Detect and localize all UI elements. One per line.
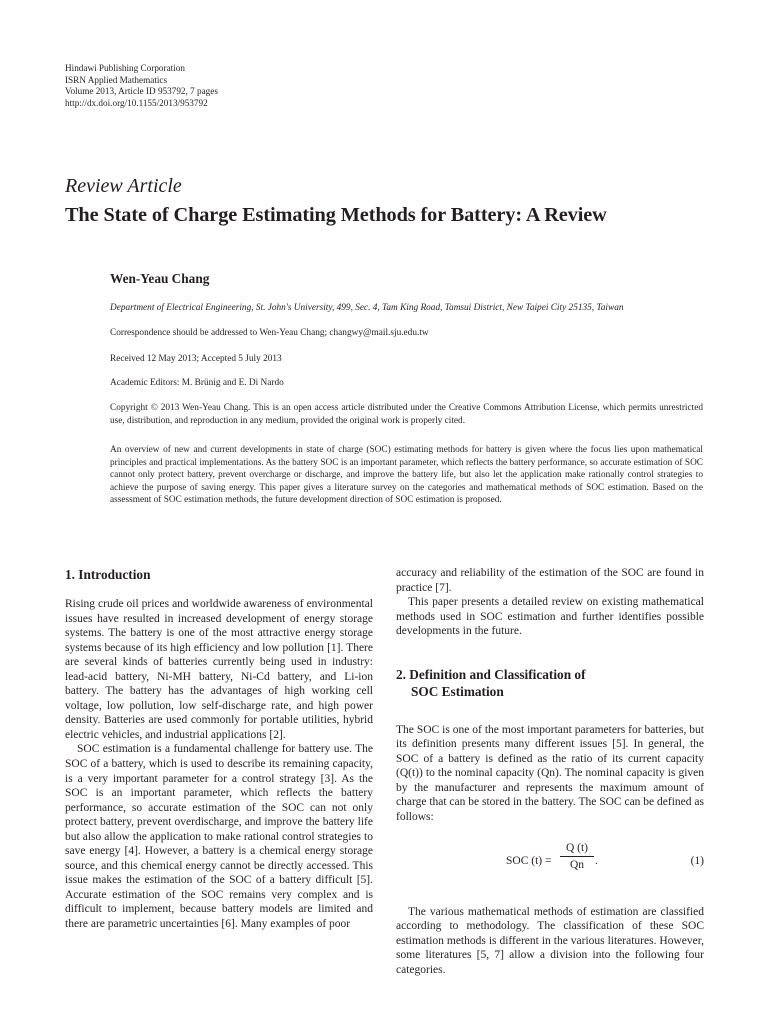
section-heading-line-2: SOC Estimation	[411, 683, 504, 699]
doi-link[interactable]: http://dx.doi.org/10.1155/2013/953792	[65, 97, 208, 108]
equation-period: .	[595, 854, 598, 867]
copyright-notice: Copyright © 2013 Wen-Yeau Chang. This is an open access article distributed under the Creative Commons Attribution License, which permits unrestricted use, distribution, and reproduction in any medium, provided the original work is properly cited.	[110, 403, 703, 426]
article-type: Review Article	[65, 175, 182, 197]
intro-paragraph-1: Rising crude oil prices and worldwide awareness of environmental issues have resulted in increased development of energy storage systems. The battery is one of the most attractive energy storage systems because of its high efficiency and low pollution [1]. There are several kinds of batteries currently being used in industry: lead-acid battery, Ni-MH battery, Ni-Cd battery, and Li-ion battery. The battery has the advantages of high working cell voltage, low pollution, low self-discharge rate, and high power density. Batteries are used commonly for portable utilities, hybrid electric vehicles, and industrial applications [2].	[65, 598, 373, 741]
equation-fraction	[560, 841, 594, 872]
intro-paragraph-2-continued: accuracy and reliability of the estimation of the SOC are found in practice [7].	[396, 567, 704, 594]
fraction-bar	[560, 856, 594, 857]
equation-denominator: Qn	[569, 858, 585, 871]
definition-paragraph-2: The various mathematical methods of estimation are classified according to methodology. The classification of these SOC estimation methods is different in the various literatures. However, some literatures [5, 7] allow a division into the following four categories.	[396, 905, 704, 976]
definition-paragraph-1: The SOC is one of the most important parameters for batteries, but its definition presents many different issues [5]. In general, the SOC of a battery is defined as the ratio of its current capacity (Q(t)) to the nominal capacity (Qn). The nominal capacity is given by the manufacturer and represents the maximum amount of charge that can be stored in the battery. The SOC can be defined as follows:	[396, 723, 704, 824]
volume-info: Volume 2013, Article ID 953792, 7 pages	[65, 86, 218, 97]
academic-editors: Academic Editors: M. Brünig and E. Di Nardo	[110, 378, 284, 388]
abstract: An overview of new and current developments in state of charge (SOC) estimating methods for battery is given where the focus lies upon mathematical principles and practical implementations. As the battery SOC is an important parameter, which reflects the battery performance, so accurate estimation of SOC cannot only protect battery, prevent overcharge or discharge, and improve the battery life, but also let the application make rationally control strategies to achieve the purpose of saving energy. This paper gives a literature survey on the categories and mathematical methods of SOC estimation. Based on the assessment of SOC estimation methods, the future development direction of SOC estimation is proposed.	[110, 445, 703, 506]
left-column	[65, 566, 373, 932]
section-heading-line-1: 2. Definition and Classification of	[396, 666, 586, 682]
journal-header	[65, 63, 218, 109]
equation-lhs: SOC (t) =	[506, 854, 552, 867]
article-title: The State of Charge Estimating Methods for Battery: A Review	[65, 204, 607, 226]
section-heading-definition	[396, 666, 704, 700]
intro-paragraph-3: This paper presents a detailed review on existing mathematical methods used in SOC estimation and further identifies possible developments in the future.	[396, 596, 704, 638]
correspondence: Correspondence should be addressed to Wen-Yeau Chang; changwy@mail.sju.edu.tw	[110, 328, 429, 338]
section-heading-introduction: 1. Introduction	[65, 567, 151, 582]
author-name: Wen-Yeau Chang	[110, 271, 210, 286]
received-dates: Received 12 May 2013; Accepted 5 July 2013	[110, 354, 282, 364]
equation-numerator: Q (t)	[565, 841, 589, 854]
equation-number: (1)	[690, 854, 704, 867]
affiliation: Department of Electrical Engineering, St. John's University, 499, Sec. 4, Tam King Road, Tamsui District, New Taipei City 25135, Taiwan	[110, 303, 624, 313]
publisher-name: Hindawi Publishing Corporation	[65, 63, 185, 73]
equation-1	[396, 841, 704, 881]
intro-paragraph-2: SOC estimation is a fundamental challenge for battery use. The SOC of a battery, which is used to describe its remaining capacity, is a very important parameter for a control strategy [3]. As the SOC is an important parameter, which reflects the battery performance, so accurate estimation of the SOC can not only protect battery, prevent overdischarge, and improve the battery life but also allow the application to make rational control strategies to save energy [4]. However, a battery is a chemical energy storage source, and this chemical energy cannot be directly accessed. This issue makes the estimation of the SOC of a battery difficult [5]. Accurate estimation of the SOC remains very complex and is difficult to implement, because battery models are limited and there are parametric uncertainties [6]. Many examples of poor	[65, 743, 373, 931]
journal-name: ISRN Applied Mathematics	[65, 74, 168, 85]
right-column	[396, 566, 704, 977]
